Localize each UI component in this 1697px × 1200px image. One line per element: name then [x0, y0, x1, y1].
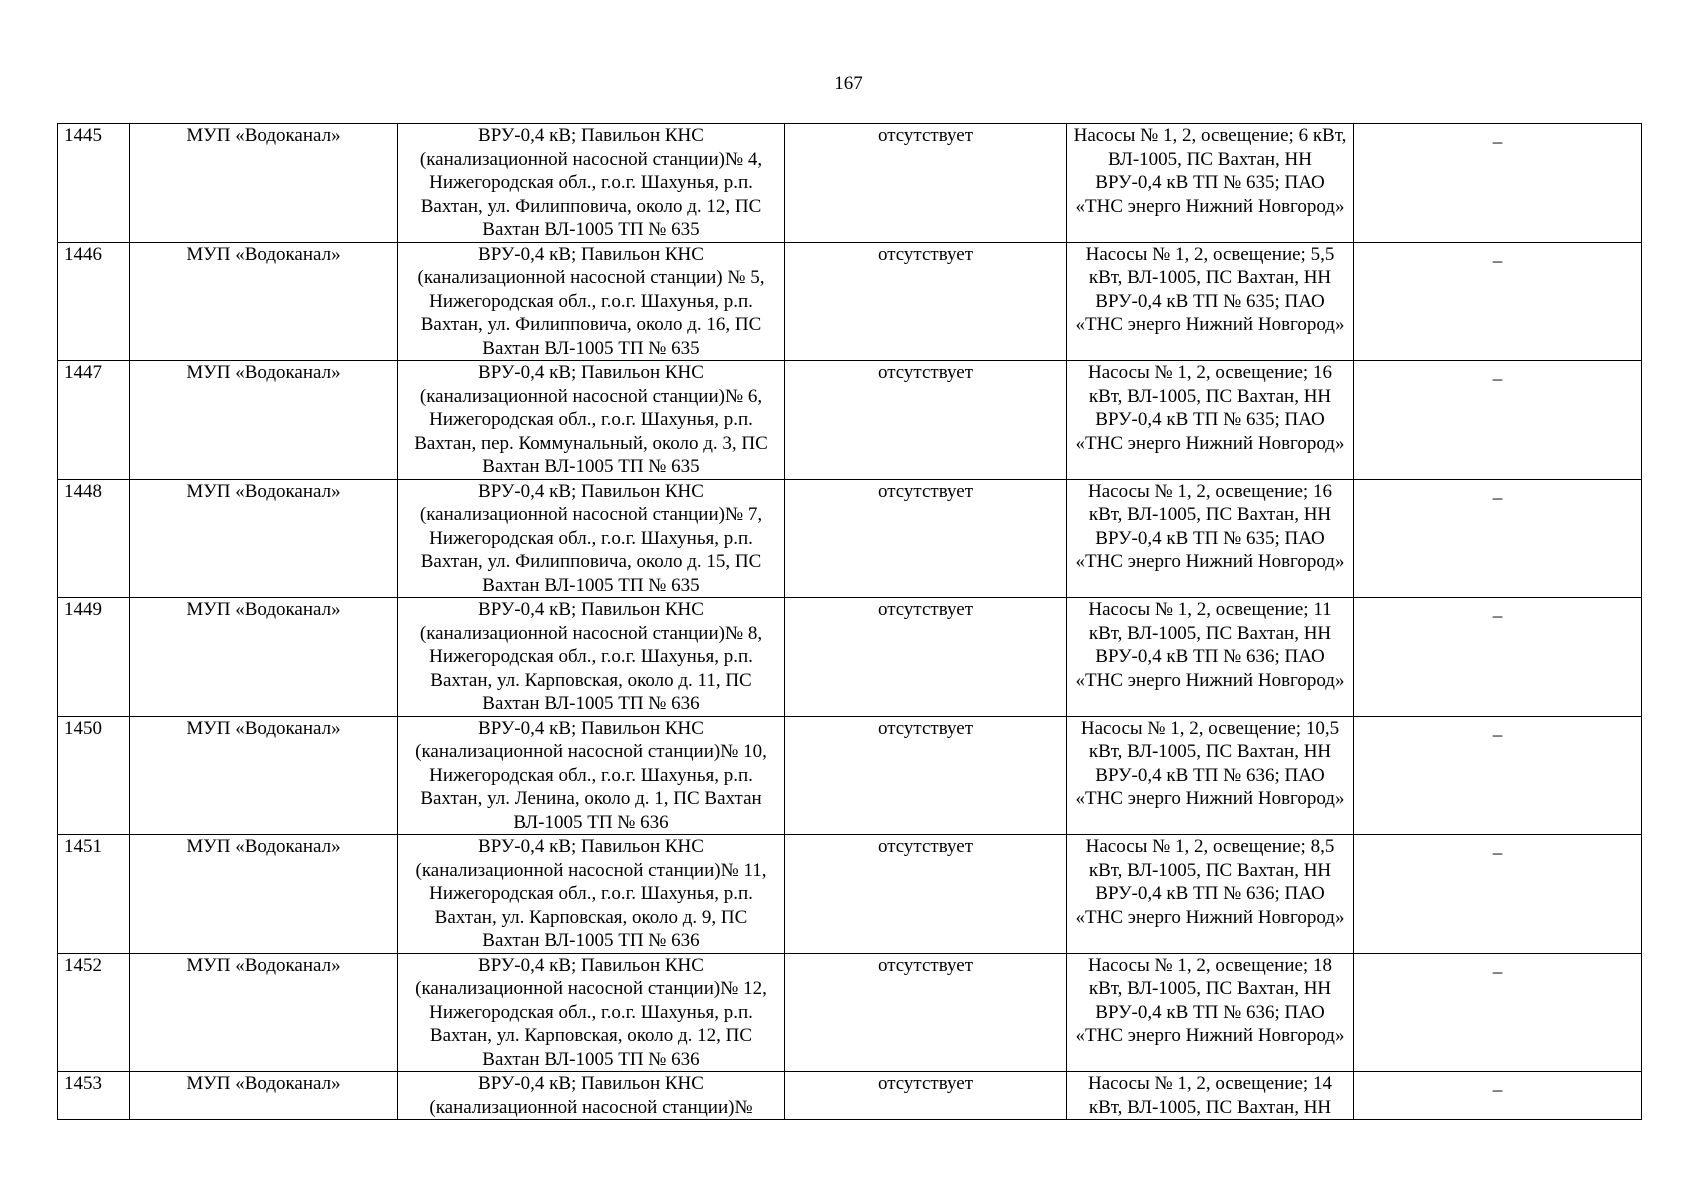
- cell-status: отсутствует: [785, 835, 1067, 954]
- cell-number: 1451: [58, 835, 130, 954]
- cell-organization: МУП «Водоканал»: [130, 1072, 398, 1120]
- cell-load: Насосы № 1, 2, освещение; 8,5 кВт, ВЛ-1005, ПС Вахтан, НН ВРУ-0,4 кВ ТП № 636; ПАО «ТНС энерго Нижний Новгород»: [1067, 835, 1354, 954]
- cell-organization: МУП «Водоканал»: [130, 835, 398, 954]
- cell-organization: МУП «Водоканал»: [130, 361, 398, 480]
- cell-number: 1445: [58, 124, 130, 243]
- cell-load: Насосы № 1, 2, освещение; 11 кВт, ВЛ-1005, ПС Вахтан, НН ВРУ-0,4 кВ ТП № 636; ПАО «ТНС энерго Нижний Новгород»: [1067, 598, 1354, 717]
- cell-load: Насосы № 1, 2, освещение; 6 кВт, ВЛ-1005, ПС Вахтан, НН ВРУ-0,4 кВ ТП № 635; ПАО «ТНС энерго Нижний Новгород»: [1067, 124, 1354, 243]
- cell-object: ВРУ-0,4 кВ; Павильон КНС (канализационной насосной станции)№ 7, Нижегородская обл., г.о.г. Шахунья, р.п. Вахтан, ул. Филипповича, около д. 15, ПС Вахтан ВЛ-1005 ТП № 635: [398, 479, 785, 598]
- cell-note: _: [1354, 716, 1642, 835]
- cell-load: Насосы № 1, 2, освещение; 16 кВт, ВЛ-1005, ПС Вахтан, НН ВРУ-0,4 кВ ТП № 635; ПАО «ТНС энерго Нижний Новгород»: [1067, 361, 1354, 480]
- cell-load: Насосы № 1, 2, освещение; 18 кВт, ВЛ-1005, ПС Вахтан, НН ВРУ-0,4 кВ ТП № 636; ПАО «ТНС энерго Нижний Новгород»: [1067, 953, 1354, 1072]
- cell-organization: МУП «Водоканал»: [130, 716, 398, 835]
- cell-load: Насосы № 1, 2, освещение; 5,5 кВт, ВЛ-1005, ПС Вахтан, НН ВРУ-0,4 кВ ТП № 635; ПАО «ТНС энерго Нижний Новгород»: [1067, 242, 1354, 361]
- table-row: [58, 242, 1642, 361]
- cell-load: Насосы № 1, 2, освещение; 16 кВт, ВЛ-1005, ПС Вахтан, НН ВРУ-0,4 кВ ТП № 635; ПАО «ТНС энерго Нижний Новгород»: [1067, 479, 1354, 598]
- cell-organization: МУП «Водоканал»: [130, 598, 398, 717]
- table-row: [58, 1072, 1642, 1120]
- cell-object: ВРУ-0,4 кВ; Павильон КНС (канализационной насосной станции) № 5, Нижегородская обл., г.о.г. Шахунья, р.п. Вахтан, ул. Филипповича, около д. 16, ПС Вахтан ВЛ-1005 ТП № 635: [398, 242, 785, 361]
- cell-number: 1453: [58, 1072, 130, 1120]
- page-number: 167: [834, 73, 863, 94]
- cell-object: ВРУ-0,4 кВ; Павильон КНС (канализационной насосной станции)№ 12, Нижегородская обл., г.о.г. Шахунья, р.п. Вахтан, ул. Карповская, около д. 12, ПС Вахтан ВЛ-1005 ТП № 636: [398, 953, 785, 1072]
- cell-status: отсутствует: [785, 242, 1067, 361]
- cell-object: ВРУ-0,4 кВ; Павильон КНС (канализационной насосной станции)№: [398, 1072, 785, 1120]
- cell-note: _: [1354, 835, 1642, 954]
- cell-note: _: [1354, 598, 1642, 717]
- table-row: [58, 716, 1642, 835]
- table-row: [58, 361, 1642, 480]
- table-row: [58, 835, 1642, 954]
- cell-number: 1452: [58, 953, 130, 1072]
- cell-organization: МУП «Водоканал»: [130, 242, 398, 361]
- table-row: [58, 124, 1642, 243]
- cell-note: _: [1354, 242, 1642, 361]
- cell-organization: МУП «Водоканал»: [130, 479, 398, 598]
- cell-number: 1448: [58, 479, 130, 598]
- cell-object: ВРУ-0,4 кВ; Павильон КНС (канализационной насосной станции)№ 6, Нижегородская обл., г.о.г. Шахунья, р.п. Вахтан, пер. Коммунальный, около д. 3, ПС Вахтан ВЛ-1005 ТП № 635: [398, 361, 785, 480]
- cell-status: отсутствует: [785, 953, 1067, 1072]
- cell-object: ВРУ-0,4 кВ; Павильон КНС (канализационной насосной станции)№ 10, Нижегородская обл., г.о.г. Шахунья, р.п. Вахтан, ул. Ленина, около д. 1, ПС Вахтан ВЛ-1005 ТП № 636: [398, 716, 785, 835]
- cell-note: _: [1354, 479, 1642, 598]
- table-row: [58, 479, 1642, 598]
- table-row: [58, 598, 1642, 717]
- table-row: [58, 953, 1642, 1072]
- cell-status: отсутствует: [785, 361, 1067, 480]
- cell-status: отсутствует: [785, 124, 1067, 243]
- registry-table: [57, 123, 1642, 1120]
- cell-number: 1450: [58, 716, 130, 835]
- cell-organization: МУП «Водоканал»: [130, 953, 398, 1072]
- cell-status: отсутствует: [785, 716, 1067, 835]
- cell-status: отсутствует: [785, 479, 1067, 598]
- cell-status: отсутствует: [785, 598, 1067, 717]
- cell-load: Насосы № 1, 2, освещение; 14 кВт, ВЛ-1005, ПС Вахтан, НН: [1067, 1072, 1354, 1120]
- cell-number: 1446: [58, 242, 130, 361]
- cell-organization: МУП «Водоканал»: [130, 124, 398, 243]
- cell-note: _: [1354, 1072, 1642, 1120]
- cell-status: отсутствует: [785, 1072, 1067, 1120]
- cell-load: Насосы № 1, 2, освещение; 10,5 кВт, ВЛ-1005, ПС Вахтан, НН ВРУ-0,4 кВ ТП № 636; ПАО «ТНС энерго Нижний Новгород»: [1067, 716, 1354, 835]
- cell-object: ВРУ-0,4 кВ; Павильон КНС (канализационной насосной станции)№ 11, Нижегородская обл., г.о.г. Шахунья, р.п. Вахтан, ул. Карповская, около д. 9, ПС Вахтан ВЛ-1005 ТП № 636: [398, 835, 785, 954]
- cell-note: _: [1354, 124, 1642, 243]
- cell-object: ВРУ-0,4 кВ; Павильон КНС (канализационной насосной станции)№ 8, Нижегородская обл., г.о.г. Шахунья, р.п. Вахтан, ул. Карповская, около д. 11, ПС Вахтан ВЛ-1005 ТП № 636: [398, 598, 785, 717]
- cell-note: _: [1354, 361, 1642, 480]
- cell-note: _: [1354, 953, 1642, 1072]
- cell-number: 1449: [58, 598, 130, 717]
- cell-number: 1447: [58, 361, 130, 480]
- cell-object: ВРУ-0,4 кВ; Павильон КНС (канализационной насосной станции)№ 4, Нижегородская обл., г.о.г. Шахунья, р.п. Вахтан, ул. Филипповича, около д. 12, ПС Вахтан ВЛ-1005 ТП № 635: [398, 124, 785, 243]
